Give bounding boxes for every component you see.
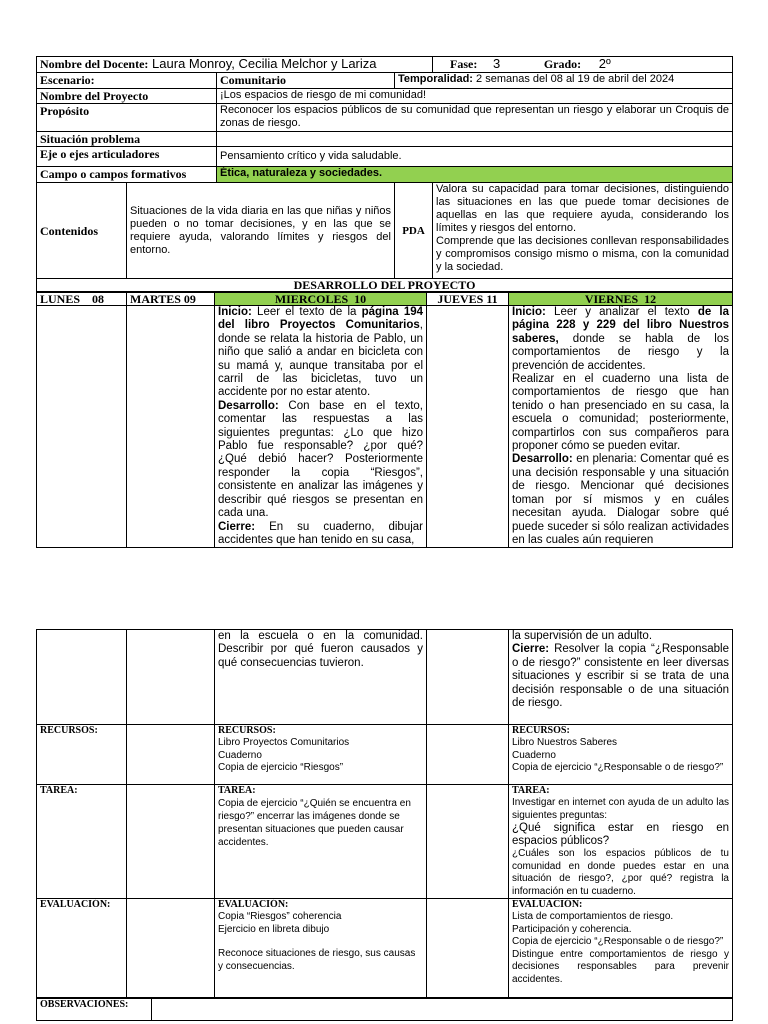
situacion-value xyxy=(217,132,733,147)
day-miercoles: MIERCOLES 10 xyxy=(215,293,427,306)
temporalidad-cell xyxy=(395,73,733,89)
observaciones-label: OBSERVACIONES: xyxy=(37,999,152,1021)
miercoles-evaluacion-item: Ejercicio en libreta dibujo xyxy=(218,923,330,935)
miercoles-evaluacion-item: Copia “Riesgos” coherencia xyxy=(218,911,342,922)
miercoles-tarea xyxy=(215,785,427,899)
jueves-evaluacion-cell xyxy=(427,899,509,998)
viernes-recursos-item: Copia de ejercicio “¿Responsable o de riesgo?” xyxy=(512,762,724,773)
viernes-extra-text: Realizar en el cuaderno una lista de comportamientos de riesgo que han tenido o han presenciado en su casa, la escuela o comunidad; posteriormente, compartirlos con sus compañeros para proponer cómo se pueden evitar. xyxy=(512,373,729,453)
planning-table xyxy=(36,56,733,292)
viernes-desarrollo-text: en plenaria: Comentar qué es una decisión responsable y una situación de riesgo. Mencionar qué decisiones toman por sí mismos y en cuáles necesitan ayuda. Dialogar sobre qué puede suceder si sólo realizan actividades en las cuales aún requieren xyxy=(512,453,729,546)
viernes-desarrollo-label: Desarrollo: xyxy=(512,453,573,466)
fase-grado-cell xyxy=(433,57,733,73)
miercoles-inicio-text: Leer el texto de la xyxy=(251,306,362,318)
viernes-inicio-text-b: donde se habla de los comportamientos de riesgo y la prevención de accidentes. xyxy=(512,332,729,372)
viernes-recursos-title: RECURSOS: xyxy=(512,725,570,736)
fase-value: 3 xyxy=(492,56,501,71)
day-jueves: JUEVES 11 xyxy=(427,293,509,306)
observaciones-table xyxy=(36,998,733,1021)
proposito-label: Propósito xyxy=(37,104,217,132)
pda-label: PDA xyxy=(395,183,433,279)
temporalidad-label: Temporalidad: xyxy=(398,73,473,85)
viernes-inicio-text: Leer y analizar el texto xyxy=(545,306,698,318)
viernes-evaluacion-title: EVALUACIÓN: xyxy=(512,899,583,910)
viernes-tarea xyxy=(509,785,733,899)
miercoles-recursos-item: Copia de ejercicio “Riesgos” xyxy=(218,762,344,773)
miercoles-inicio-text-b: , donde se relata la historia de Pablo, un niño que salió a andar en bicicleta con su mamá y, aunque transitaba por el carril de las bicicletas, tuvo un accidente por no estar atento. xyxy=(218,319,423,399)
viernes-inicio-label: Inicio: xyxy=(512,306,546,318)
lunes-cell xyxy=(37,306,127,548)
miercoles-activities xyxy=(215,306,427,548)
temporalidad-value: 2 semanas del 08 al 19 de abril del 2024 xyxy=(476,73,675,85)
miercoles-cierre-label: Cierre: xyxy=(218,520,256,533)
martes-cell-cont xyxy=(127,630,215,725)
miercoles-recursos xyxy=(215,725,427,785)
miercoles-activities-cont xyxy=(215,630,427,725)
pda-text-1: Valora su capacidad para tomar decisiones, distinguiendo las situaciones en las que puede tomar decisiones de aquellas en las que requiere ayuda, considerando los límites y riesgos del entorno. xyxy=(436,183,730,234)
desarrollo-title: DESARROLLO DEL PROYECTO xyxy=(37,279,733,292)
planning-sheet-page-2 xyxy=(36,629,732,1021)
fase-label: Fase: xyxy=(450,57,478,71)
miercoles-evaluacion xyxy=(215,899,427,998)
miercoles-evaluacion-extra: Reconoce situaciones de riesgo, sus causas y consecuencias. xyxy=(218,948,416,972)
miercoles-tarea-text: Copia de ejercicio “¿Quién se encuentra en riesgo?” encerrar las imágenes donde se presentan situaciones que pueden causar accidentes. xyxy=(218,798,411,848)
planning-sheet-page-1 xyxy=(36,56,732,548)
week-table xyxy=(36,292,733,548)
viernes-recursos-item: Libro Nuestros Saberes xyxy=(512,737,618,748)
ejes-label: Eje o ejes articuladores xyxy=(37,147,217,167)
day-martes: MARTES 09 xyxy=(127,293,215,306)
viernes-evaluacion-item: Copia de ejercicio “¿Responsable o de riesgo?” xyxy=(512,936,724,947)
viernes-evaluacion-item: Lista de comportamientos de riesgo. xyxy=(512,911,674,922)
day-viernes: VIERNES 12 xyxy=(509,293,733,306)
grado-value: 2º xyxy=(598,56,611,71)
viernes-tarea-text: Investigar en internet con ayuda de un adulto las siguientes preguntas: xyxy=(512,797,729,821)
miercoles-recursos-item: Libro Proyectos Comunitarios xyxy=(218,737,350,748)
miercoles-inicio-label: Inicio: xyxy=(218,306,252,318)
martes-tarea-cell xyxy=(127,785,215,899)
contenidos-label: Contenidos xyxy=(37,183,127,279)
contenidos-value: Situaciones de la vida diaria en las que niñas y niños pueden o no tomar decisiones, y en las que se requiere ayuda, valorando límites y riesgos del entorno. xyxy=(127,183,395,279)
viernes-cierre-label: Cierre: xyxy=(512,643,550,656)
miercoles-tarea-title: TAREA: xyxy=(218,785,256,796)
viernes-evaluacion-item: Participación y coherencia. xyxy=(512,923,632,935)
escenario-value: Comunitario xyxy=(217,73,395,89)
viernes-evaluacion xyxy=(509,899,733,998)
martes-evaluacion-cell xyxy=(127,899,215,998)
pda-text-2: Comprende que las decisiones conllevan responsabilidades y compromisos consigo mismo o misma, con la comunidad y la sociedad. xyxy=(436,235,730,273)
viernes-recursos xyxy=(509,725,733,785)
jueves-cell xyxy=(427,306,509,548)
escenario-label: Escenario: xyxy=(37,73,217,89)
proyecto-label: Nombre del Proyecto xyxy=(37,89,217,104)
docente-cell xyxy=(37,57,433,73)
viernes-tarea-question: ¿Qué significa estar en riesgo en espacios públicos? xyxy=(512,822,729,847)
miercoles-cierre-text: En su cuaderno, dibujar accidentes que han tenido en su casa, xyxy=(218,520,423,546)
proyecto-value: ¡Los espacios de riesgo de mi comunidad! xyxy=(217,89,733,104)
recursos-label: RECURSOS: xyxy=(37,725,127,785)
miercoles-desarrollo-text: Con base en el texto, comentar las respuestas a las siguientes preguntas: ¿Lo que hizo Pablo fue responsable? ¿por qué? ¿Qué debió hacer? Posteriormente responder la copia “Riesgos”, consistente en analizar las imágenes y describir qué riesgos se presentan en cada una. xyxy=(218,399,423,520)
miercoles-recursos-title: RECURSOS: xyxy=(218,725,276,736)
situacion-label: Situación problema xyxy=(37,132,217,147)
docente-value: Laura Monroy, Cecilia Melchor y Lariza xyxy=(152,56,377,71)
campo-value: Ética, naturaleza y sociedades. xyxy=(217,167,733,183)
viernes-activities-cont xyxy=(509,630,733,725)
evaluacion-label: EVALUACIÓN: xyxy=(37,899,127,998)
campo-label: Campo o campos formativos xyxy=(37,167,217,183)
miercoles-cierre-text-cont: en la escuela o en la comunidad. Describir por qué fueron causados y qué consecuencias tuvieron. xyxy=(218,630,423,669)
observaciones-value xyxy=(152,999,733,1021)
lunes-cell-cont xyxy=(37,630,127,725)
viernes-evaluacion-extra: Distingue entre comportamientos de riesgo y decisiones responsables para prevenir accidentes. xyxy=(512,948,729,985)
viernes-inicio-bold: de la página 228 y 229 del libro Nuestros saberes, xyxy=(512,306,729,345)
docente-label: Nombre del Docente: xyxy=(40,57,149,71)
viernes-tarea-title: TAREA: xyxy=(512,785,550,796)
viernes-recursos-item: Cuaderno xyxy=(512,749,556,761)
jueves-tarea-cell xyxy=(427,785,509,899)
viernes-tarea-question: ¿Cuáles son los espacios públicos de tu comunidad en donde puedes estar en una situación de riesgo?, ¿por qué? registra la información en tu cuaderno. xyxy=(512,848,729,897)
week-table-continued xyxy=(36,629,733,998)
miercoles-recursos-item: Cuaderno xyxy=(218,749,262,761)
tarea-label: TAREA: xyxy=(37,785,127,899)
jueves-cell-cont xyxy=(427,630,509,725)
miercoles-evaluacion-title: EVALUACIÓN: xyxy=(218,899,289,910)
miercoles-inicio-bold: página 194 del libro Proyectos Comunitarios xyxy=(218,306,424,332)
martes-recursos-cell xyxy=(127,725,215,785)
viernes-activities xyxy=(509,306,733,548)
miercoles-desarrollo-label: Desarrollo: xyxy=(218,399,279,412)
martes-cell xyxy=(127,306,215,548)
proposito-value: Reconocer los espacios públicos de su comunidad que representan un riesgo y elaborar un Croquis de zonas de riesgo. xyxy=(217,104,733,132)
viernes-desarrollo-text-cont: la supervisión de un adulto. xyxy=(512,630,653,642)
pda-value xyxy=(433,183,733,279)
ejes-value: Pensamiento crítico y vida saludable. xyxy=(217,147,733,167)
viernes-cierre-text: Resolver la copia “¿Responsable o de riesgo?” consistente en leer diversas situaciones y escribir si se trata de una decisión responsable o de una situación de riesgo. xyxy=(512,643,729,710)
grado-label: Grado: xyxy=(543,57,582,71)
day-lunes: LUNES 08 xyxy=(37,293,127,306)
jueves-recursos-cell xyxy=(427,725,509,785)
